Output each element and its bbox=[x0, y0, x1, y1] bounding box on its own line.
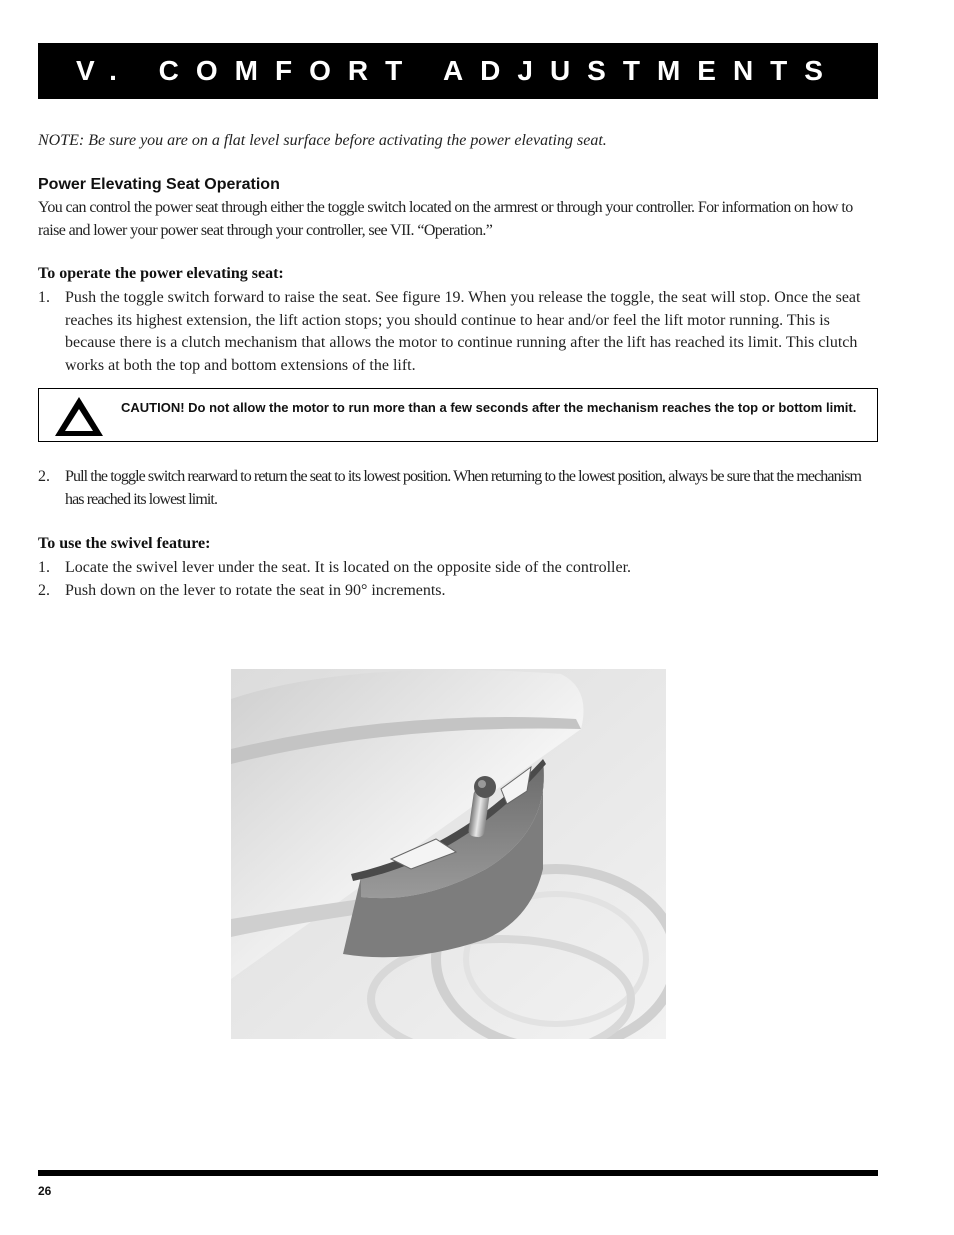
caution-box bbox=[38, 388, 878, 442]
step-text: Pull the toggle switch rearward to return the seat to its lowest position. When returning to the lowest position, always be sure that the mechanism has reached its lowest limit. bbox=[65, 468, 862, 508]
step-number: 2. bbox=[38, 468, 50, 485]
caution-text: CAUTION! Do not allow the motor to run more than a few seconds after the mechanism reaches the top or bottom limit. bbox=[121, 400, 857, 415]
step-text: Push the toggle switch forward to raise the seat. See figure 19. When you release the toggle, the seat will stop. Once the seat reaches its highest extension, the lift action stops; you should continue to hear and/or feel the lift motor running. This is because there is a clutch mechanism that allows the motor to continue running after the lift has reached its limit. This clutch works at both the top and bottom extensions of the lift. bbox=[65, 289, 861, 374]
swivel-step-1 bbox=[38, 557, 878, 580]
section-heading: Power Elevating Seat Operation bbox=[38, 176, 280, 193]
step-text: Push down on the lever to rotate the seat in 90° increments. bbox=[65, 582, 446, 599]
step-number: 1. bbox=[38, 289, 50, 306]
safety-note: NOTE: Be sure you are on a flat level surface before activating the power elevating seat. bbox=[38, 132, 607, 149]
step-text: Locate the swivel lever under the seat. It is located on the opposite side of the controller. bbox=[65, 559, 632, 576]
page-number: 26 bbox=[38, 1184, 52, 1198]
chapter-title: V. COMFORT ADJUSTMENTS bbox=[76, 55, 840, 86]
operate-step-2 bbox=[38, 466, 878, 511]
toggle-switch-photo bbox=[231, 669, 666, 1039]
swivel-step-2 bbox=[38, 580, 878, 603]
step-number: 1. bbox=[38, 559, 50, 576]
operate-heading: To operate the power elevating seat: bbox=[38, 265, 284, 282]
operate-step-1 bbox=[38, 287, 878, 377]
intro-paragraph: You can control the power seat through either the toggle switch located on the armrest or through your controller. For information on how to raise and lower your power seat through your controller, see VII. “Operation.” bbox=[38, 199, 853, 239]
warning-triangle-icon bbox=[53, 394, 105, 438]
swivel-heading: To use the swivel feature: bbox=[38, 535, 211, 552]
chapter-title-banner bbox=[38, 43, 878, 99]
footer-rule bbox=[38, 1170, 878, 1176]
step-number: 2. bbox=[38, 582, 50, 599]
